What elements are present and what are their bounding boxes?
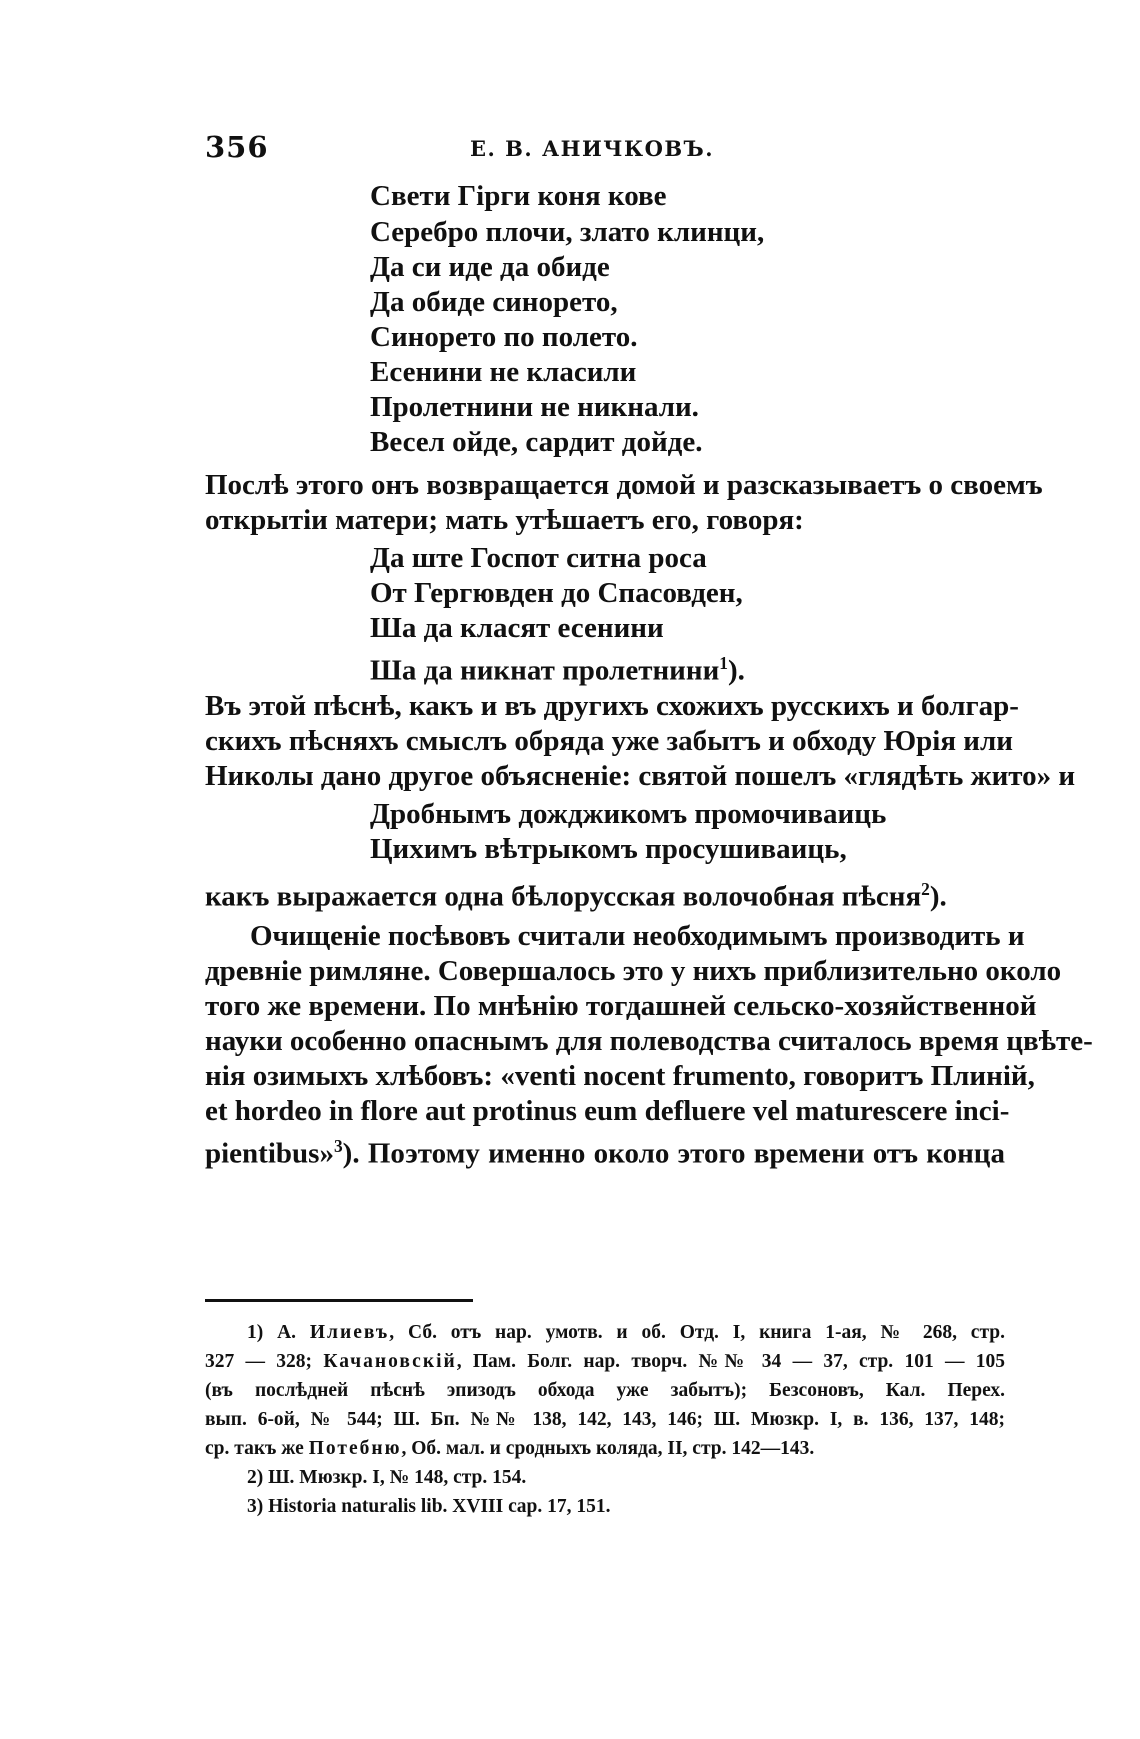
paragraph-text: ). Поэтому именно около этого времени отъ конца xyxy=(342,1137,1005,1170)
footnote-text: ср. такъ же xyxy=(205,1438,309,1459)
footnote-ref: 1 xyxy=(719,653,728,673)
verse-tail: ). xyxy=(727,654,745,687)
running-title: Е. В. АНИЧКОВЪ. xyxy=(470,136,715,161)
paragraph-line: науки особенно опаснымъ для полеводства считалось время цвѣте- xyxy=(205,1025,1093,1057)
verse-line: Ша да класят есенини xyxy=(370,612,664,644)
footnote-divider xyxy=(205,1299,473,1302)
footnote-1-line: вып. 6-ой, № 544; Ш. Бп. №№ 138, 142, 143, 146; Ш. Мюзкр. I, в. 136, 137, 148; xyxy=(205,1409,1005,1430)
prose-line: Николы дано другое объясненіе: святой пошелъ «глядѣть жито» и xyxy=(205,760,1076,792)
paragraph-line: et hordeo in flore aut protinus eum defluere vel maturescere inci- xyxy=(205,1095,1010,1127)
prose-text: какъ выражается одна бѣлорусская волочобная пѣсня xyxy=(205,880,922,913)
footnote-1-line xyxy=(205,1434,814,1463)
footnote-author: Безсоновъ xyxy=(769,1380,859,1401)
footnote-ref: 2 xyxy=(921,879,930,899)
footnote-author: Илиевъ xyxy=(309,1322,390,1343)
footnote-1-line xyxy=(205,1376,1005,1405)
verse-line: Да обиде синорето, xyxy=(370,286,618,318)
verse-line: Цихимъ вѣтрыкомъ просушиваиць, xyxy=(370,833,847,865)
paragraph-line: того же времени. По мнѣнію тогдашней сельско-хозяйственной xyxy=(205,990,1037,1022)
footnote-3: 3) Historia naturalis lib. XVIII cap. 17, 151. xyxy=(247,1496,611,1517)
verse-line: Пролетнини не никнали. xyxy=(370,391,699,423)
verse-line xyxy=(370,645,745,689)
verse-line: Серебро плочи, злато клинци, xyxy=(370,216,765,248)
verse-line: Весел ойде, сардит дойде. xyxy=(370,426,703,458)
footnote-2: 2) Ш. Мюзкр. I, № 148, стр. 154. xyxy=(247,1467,527,1488)
footnote-1-line xyxy=(205,1347,1005,1376)
prose-line: скихъ пѣсняхъ смыслъ обряда уже забытъ и обходу Юрія или xyxy=(205,725,1013,757)
prose-tail: ). xyxy=(929,880,947,913)
verse-line: Свети Гірги коня кове xyxy=(370,180,667,212)
footnote-text: , Об. мал. и сродныхъ коляда, II, стр. 142—143. xyxy=(401,1438,815,1459)
prose-line xyxy=(205,871,1005,915)
verse-line: Да ште Госпот ситна роса xyxy=(370,542,707,574)
footnote-author: Потебню xyxy=(308,1438,402,1459)
footnote-text: , Кал. Перех. xyxy=(858,1380,1005,1401)
footnote-text: 327 — 328; xyxy=(205,1351,324,1372)
footnote-text: , Пам. Болг. нар. творч. №№ 34 — 37, стр. 101 — 105 xyxy=(456,1351,1005,1372)
verse-line: Дробнымъ дожджикомъ промочиваиць xyxy=(370,798,887,830)
footnote-text: 1) А. xyxy=(247,1322,310,1343)
paragraph-line: нія озимыхъ хлѣбовъ: «venti nocent frumento, говоритъ Плиній, xyxy=(205,1060,1035,1092)
verse-line: Синорето по полето. xyxy=(370,321,638,353)
footnote-1-line xyxy=(247,1318,1005,1347)
paragraph-line xyxy=(205,1128,1005,1172)
prose-line: Въ этой пѣснѣ, какъ и въ другихъ схожихъ русскихъ и болгар- xyxy=(205,690,1019,722)
page-number: 356 xyxy=(205,130,269,164)
verse-line: Есенини не класили xyxy=(370,356,637,388)
footnote-text: (въ послѣдней пѣснѣ эпизодъ обхода уже забытъ); xyxy=(205,1380,770,1401)
verse-line: Да си иде да обиде xyxy=(370,251,610,283)
paragraph-line: Очищеніе посѣвовъ считали необходимымъ производить и xyxy=(250,920,1025,952)
prose-line: Послѣ этого онъ возвращается домой и разсказываетъ о своемъ xyxy=(205,469,1043,501)
page-header xyxy=(205,130,1005,170)
prose-line: открытіи матери; мать утѣшаетъ его, говоря: xyxy=(205,504,804,536)
verse-text: Ша да никнат пролетнини xyxy=(370,654,720,687)
verse-line: От Гергювден до Спасовден, xyxy=(370,577,743,609)
footnote-text: , Сб. отъ нар. умотв. и об. Отд. I, книга 1-ая, № 268, стр. xyxy=(389,1322,1006,1343)
paragraph-line: древніе римляне. Совершалось это у нихъ приблизительно около xyxy=(205,955,1062,987)
footnote-author: Качановскій xyxy=(323,1351,457,1372)
paragraph-text: pientibus» xyxy=(205,1137,334,1170)
footnote-ref: 3 xyxy=(333,1136,343,1156)
